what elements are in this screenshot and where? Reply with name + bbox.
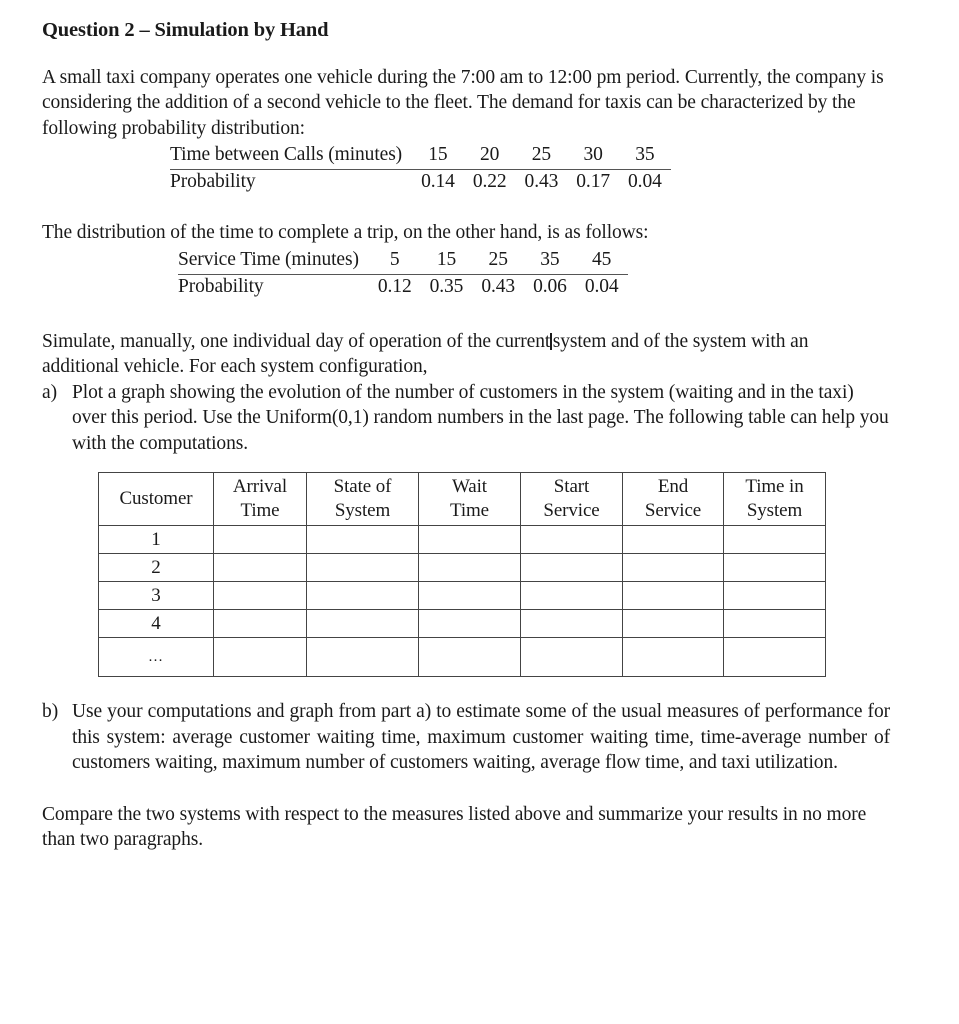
cell-state-of-system[interactable] [307, 582, 419, 610]
cell-wait-time[interactable] [419, 638, 521, 677]
cell-end-service[interactable] [623, 526, 724, 554]
cell-time-in-system[interactable] [724, 610, 826, 638]
cell-end-service[interactable] [623, 582, 724, 610]
cell-wait-time[interactable] [419, 610, 521, 638]
intro-paragraph: A small taxi company operates one vehicle during the 7:00 am to 12:00 pm period. Currently, the company is considering the addition of a second vehicle to the fleet. The demand for taxis can be characterized by the following probability distribution: [42, 66, 884, 139]
cell-start-service[interactable] [521, 610, 623, 638]
computation-table-wrapper [42, 472, 899, 677]
arrival-probability-label: Probability [170, 171, 256, 193]
service-probability-value: 0.43 [481, 275, 516, 297]
service-distribution-table [178, 248, 628, 301]
row-label-cell: 2 [99, 554, 214, 582]
column-header-customer: Customer [99, 473, 214, 526]
page-title: Question 2 – Simulation by Hand [42, 19, 329, 41]
cell-time-in-system[interactable] [724, 582, 826, 610]
table-row [170, 170, 671, 197]
table-row [178, 274, 628, 301]
column-header-arrival-time: Arrival Time [214, 473, 307, 526]
service-time-value: 45 [576, 248, 628, 275]
cell-wait-time[interactable] [419, 582, 521, 610]
list-marker-b: b) [42, 701, 59, 723]
column-header-end-service: End Service [623, 473, 724, 526]
row-label-cell: 4 [99, 610, 214, 638]
table-header-row [99, 473, 826, 526]
column-header-start-service: Start Service [521, 473, 623, 526]
table-row [99, 554, 826, 582]
distribution-lead-paragraph: The distribution of the time to complete a trip, on the other hand, is as follows: [42, 222, 649, 244]
cell-end-service[interactable] [623, 554, 724, 582]
table-row [99, 638, 826, 677]
arrival-time-value: 15 [412, 143, 464, 170]
column-header-state-of-system: State of System [307, 473, 419, 526]
cell-arrival-time[interactable] [214, 554, 307, 582]
list-text-a: Plot a graph showing the evolution of the number of customers in the system (waiting and in the taxi) over this period. Use the Uniform(0,1) random numbers in the last page. The following table can help you with the computations. [72, 381, 889, 454]
service-probability-value: 0.35 [429, 275, 464, 297]
arrival-probability-value: 0.22 [472, 171, 507, 193]
list-text-b: Use your computations and graph from part a) to estimate some of the usual measures of performance for this system: average customer waiting time, maximum customer waiting time, time-average number of customers waiting, maximum number of customers waiting, average flow time, and taxi utilization. [72, 701, 890, 774]
arrival-probability-value: 0.43 [524, 171, 559, 193]
arrival-time-value: 30 [567, 143, 619, 170]
arrival-time-value: 20 [464, 143, 516, 170]
service-distribution-table-wrapper [42, 248, 899, 301]
arrival-probability-value: 0.14 [421, 171, 455, 193]
arrival-table-row-label: Time between Calls (minutes) [170, 143, 412, 170]
list-item-b [42, 699, 890, 776]
row-label-cell: 3 [99, 582, 214, 610]
simulate-text-after-caret: system and of the system with an additional vehicle. For each system configuration, [42, 330, 809, 378]
cell-start-service[interactable] [521, 638, 623, 677]
service-time-value: 15 [421, 248, 473, 275]
service-table-row-label: Service Time (minutes) [178, 248, 369, 275]
simulate-text-before-caret: Simulate, manually, one individual day of operation of the current [42, 330, 551, 352]
cell-state-of-system[interactable] [307, 526, 419, 554]
list-marker-a: a) [42, 381, 58, 403]
cell-end-service[interactable] [623, 638, 724, 677]
service-probability-value: 0.04 [584, 275, 619, 297]
service-time-value: 35 [524, 248, 576, 275]
cell-arrival-time[interactable] [214, 582, 307, 610]
arrival-probability-value: 0.17 [576, 171, 611, 193]
cell-start-service[interactable] [521, 554, 623, 582]
computation-table [98, 472, 826, 677]
text-caret [550, 333, 552, 350]
arrival-time-value: 25 [516, 143, 568, 170]
row-label-cell: 1 [99, 526, 214, 554]
cell-wait-time[interactable] [419, 526, 521, 554]
service-probability-value: 0.12 [377, 275, 412, 297]
compare-paragraph: Compare the two systems with respect to the measures listed above and summarize your results in no more than two paragraphs. [42, 803, 867, 851]
cell-time-in-system[interactable] [724, 554, 826, 582]
column-header-time-in-system: Time in System [724, 473, 826, 526]
cell-wait-time[interactable] [419, 554, 521, 582]
arrival-distribution-table [170, 143, 671, 196]
cell-arrival-time[interactable] [214, 638, 307, 677]
table-row [99, 582, 826, 610]
cell-state-of-system[interactable] [307, 610, 419, 638]
cell-start-service[interactable] [521, 526, 623, 554]
arrival-distribution-table-wrapper [42, 143, 899, 196]
row-label-cell-ellipsis: … [99, 638, 214, 677]
service-time-value: 25 [472, 248, 524, 275]
table-row [99, 526, 826, 554]
spacer [42, 776, 899, 802]
arrival-probability-value: 0.04 [628, 171, 662, 193]
cell-start-service[interactable] [521, 582, 623, 610]
cell-arrival-time[interactable] [214, 526, 307, 554]
cell-end-service[interactable] [623, 610, 724, 638]
service-time-value: 5 [369, 248, 421, 275]
table-row [170, 143, 671, 170]
cell-state-of-system[interactable] [307, 638, 419, 677]
cell-arrival-time[interactable] [214, 610, 307, 638]
table-row [178, 248, 628, 275]
service-probability-label: Probability [178, 275, 264, 297]
column-header-wait-time: Wait Time [419, 473, 521, 526]
cell-state-of-system[interactable] [307, 554, 419, 582]
cell-time-in-system[interactable] [724, 526, 826, 554]
simulate-paragraph [42, 329, 887, 380]
arrival-time-value: 35 [619, 143, 671, 170]
cell-time-in-system[interactable] [724, 638, 826, 677]
list-item-a [42, 380, 890, 457]
table-row [99, 610, 826, 638]
service-probability-value: 0.06 [533, 275, 567, 297]
